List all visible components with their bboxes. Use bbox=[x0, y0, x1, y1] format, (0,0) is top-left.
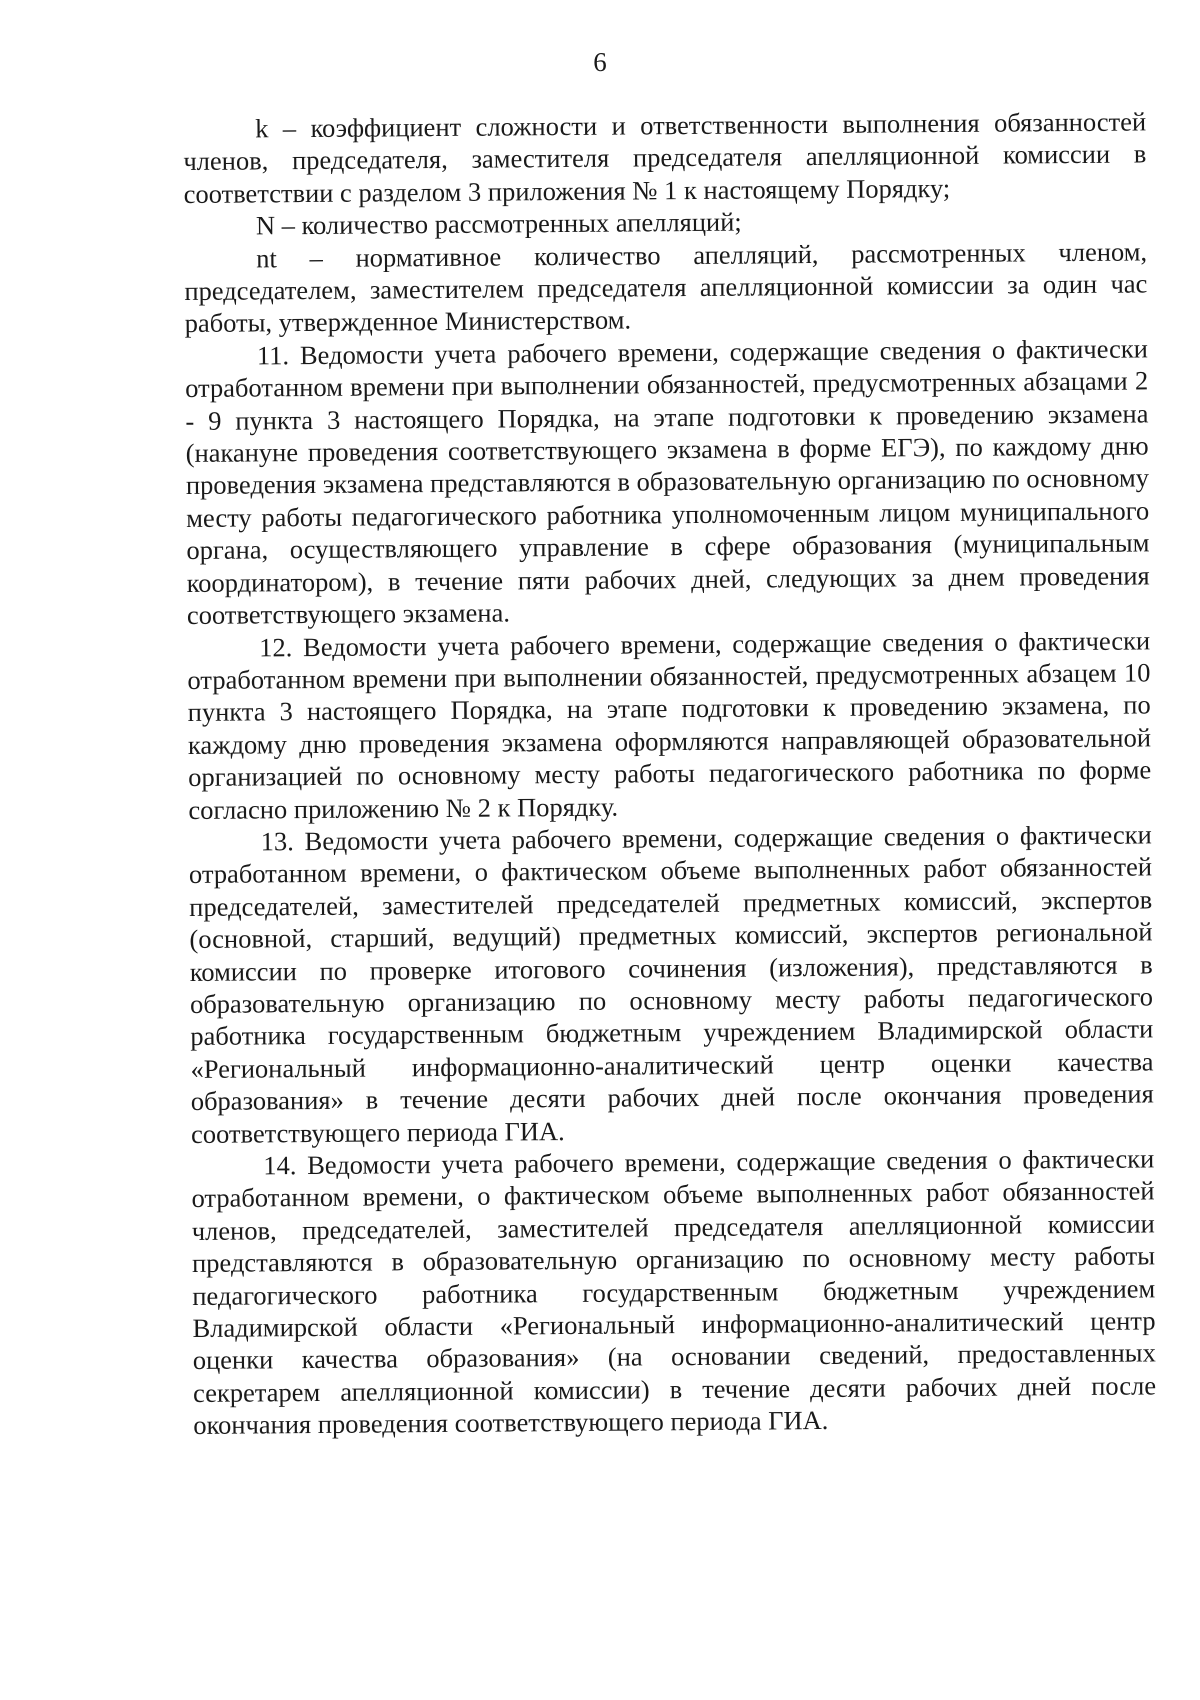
paragraph-k-coefficient: k – коэффициент сложности и ответственности выполнения обязанностей членов, председателя, заместителя председателя апелляционной комиссии в соответствии с разделом 3 приложения № 1 к настоящему Порядку; bbox=[183, 106, 1147, 209]
paragraph-nt-norm: nt – нормативное количество апелляций, рассмотренных членом, председателем, заместителем председателя апелляционной комиссии за один час работы, утвержденное Министерством. bbox=[184, 236, 1148, 339]
paragraph-item-11: 11. Ведомости учета рабочего времени, содержащие сведения о фактически отработанном времени при выполнении обязанностей, предусмотренных абзацами 2 - 9 пункта 3 настоящего Порядка, на этапе подготовки к проведению экзамена (накануне проведения соответствующего экзамена в форме ЕГЭ), по каждому дню проведения экзамена представляются в образовательную организацию по основному месту работы педагогического работника уполномоченным лицом муниципального органа, осуществляющего управление в сфере образования (муниципальным координатором), в течение пяти рабочих дней, следующих за днем проведения соответствующего экзамена. bbox=[185, 333, 1150, 631]
paragraph-n-count: N – количество рассмотренных апелляций; bbox=[255, 206, 742, 241]
page-number: 6 bbox=[593, 47, 607, 77]
document-body bbox=[183, 105, 1156, 1441]
paragraph-item-13: 13. Ведомости учета рабочего времени, содержащие сведения о фактически отработанном времени, о фактическом объеме выполненных работ обязанностей председателей, заместителей председателей предметных комиссий, экспертов (основной, старший, ведущий) предметных комиссий, экспертов региональной комиссии по проверке итогового сочинения (изложения), представляются в образовательную организацию по основному месту работы педагогического работника государственным бюджетным учреждением Владимирской области «Региональный информационно-аналитический центр оценки качества образования» в течение десяти рабочих дней после окончания проведения соответствующего периода ГИА. bbox=[188, 819, 1154, 1149]
paragraph-item-12: 12. Ведомости учета рабочего времени, содержащие сведения о фактически отработанном времени при выполнении обязанностей, предусмотренных абзацем 10 пункта 3 настоящего Порядка, на этапе подготовки к проведению экзамена, по каждому дню проведения экзамена оформляются направляющей образовательной организацией по основному месту работы педагогического работника по форме согласно приложению № 2 к Порядку. bbox=[187, 624, 1152, 825]
paragraph-item-14: 14. Ведомости учета рабочего времени, содержащие сведения о фактически отработанном времени, о фактическом объеме выполненных работ обязанностей членов, председателей, заместителей председателя апелляционной комиссии представляются в образовательную организацию по основному месту работы педагогического работника государственным бюджетным учреждением Владимирской области «Региональный информационно-аналитический центр оценки качества образования» (на основании сведений, предоставленных секретарем апелляционной комиссии) в течение десяти рабочих дней после окончания проведения соответствующего периода ГИА. bbox=[191, 1143, 1157, 1441]
